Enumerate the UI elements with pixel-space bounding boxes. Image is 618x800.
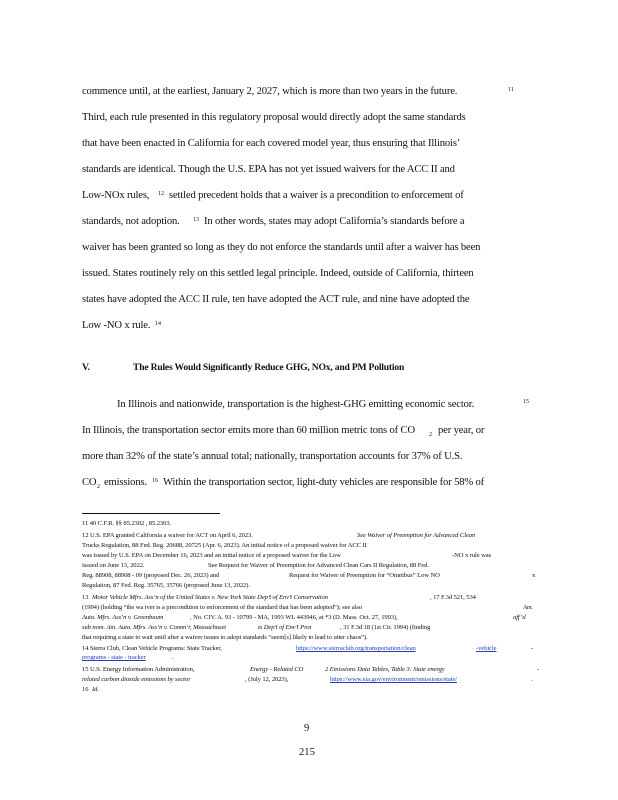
footnote-15-title: Energy - Related CO [250, 666, 304, 673]
footnote-ref-12: 12 [158, 191, 164, 197]
footnote-16-num: 16 [82, 686, 89, 693]
footnote-ref-14: 14 [155, 321, 161, 327]
footnote-separator [82, 513, 220, 514]
footnote-13-line-5: that requiring a state to wait until after a waiver issues to adopt standards “seem[s] likely to lead to utter chaos”). [82, 634, 368, 641]
footnote-13-cite-3: , 31 F.3d 18 (1st Cir. 1994) (finding [340, 624, 431, 631]
bates-number: 215 [299, 747, 315, 758]
body-line-4: standards are identical. Though the U.S. EPA has not yet issued waivers for the ACC II and [82, 164, 455, 175]
footnote-12-see: See Waiver of Preemption for Advanced Clean [357, 532, 476, 539]
footnote-15-title-3: related carbon dioxide emissions by sector [82, 676, 191, 683]
footnote-12-line-5-x: x [532, 572, 536, 579]
body-line-10: Low -NO x rule. [82, 320, 151, 331]
body-line-14a: CO [82, 477, 97, 488]
section-number: V. [82, 362, 90, 373]
footnote-15-end: . [531, 676, 533, 683]
body-line-12a: In Illinois, the transportation sector emits more than 60 million metric tons of CO [82, 425, 415, 436]
footnote-12-line-6: Regulation, 87 Fed. Reg. 35765, 35766 (proposed June 13, 2022). [82, 582, 250, 589]
footnote-14: 14 Sierra Club, Clean Vehicle Programs: State Tracker, [82, 645, 222, 652]
footnote-12-line-5-r: Request for Waiver of Preemption for “Omnibus” Low NO [289, 572, 440, 579]
footnote-ref-11: 11 [508, 87, 514, 93]
footnote-15-link[interactable]: https://www.eia.gov/environment/emissions/state/ [330, 676, 457, 683]
body-line-7: waiver has been granted so long as they do not enforce the standards until after a waiver has been [82, 242, 481, 253]
footnote-12-line-1: 12 U.S. EPA granted California a waiver for ACT on April 6, 2023. [82, 532, 253, 539]
footnote-14-dash: - [531, 645, 534, 652]
footnote-11: 11 40 C.F.R. §§ 85.2302 , 85.2303. [82, 520, 172, 527]
footnote-13-case-2: Auto. Mfrs. Ass’n v. Greenbaum [82, 614, 164, 621]
footnote-14-end: . [172, 654, 174, 661]
footnote-13-affd: aff’d [513, 614, 526, 621]
footnote-13-num: 13 [82, 594, 89, 601]
footnote-14-link-2[interactable]: -vehicle [476, 645, 497, 652]
footnote-12-line-2: Trucks Regulation, 88 Fed. Reg. 20688, 20725 (Apr. 6, 2023). An initial notice of a proposed waiver for ACC II [82, 542, 367, 549]
footnote-16: Id. [92, 686, 99, 693]
body-line-2: Third, each rule presented in this regulatory proposal would directly adopt the same standards [82, 112, 466, 123]
footnote-12-line-4-see: See Request for Waiver of Preemption for Advanced Clean Cars II Regulation, 88 Fed. [208, 562, 429, 569]
body-line-1: commence until, at the earliest, January 2, 2027, which is more than two years in the future. [82, 86, 458, 97]
body-line-6b: In other words, states may adopt California’s standards before a [204, 216, 465, 227]
footnote-14-link[interactable]: https://www.sierraclub.org/transportation/clean [296, 645, 416, 652]
body-line-11: In Illinois and nationwide, transportation is the highest-GHG emitting economic sector. [117, 399, 475, 410]
footnote-12-line-3: was issued by U.S. EPA on December 16, 2023 and an initial notice of a proposed waiver for the Low [82, 552, 341, 559]
footnote-13-case-3: sub nom. Am. Auto. Mfrs. Ass’n v. Comm’r, Massachuset [82, 624, 227, 631]
footnote-15-dash: - [537, 666, 540, 673]
footnote-12-line-4: issued on June 13, 2022. [82, 562, 145, 569]
footnote-ref-16: 16 [152, 478, 158, 484]
body-line-5b: settled precedent holds that a waiver is a precondition to enforcement of [169, 190, 464, 201]
footnote-13-case-3b: ts Dep’t of Env’t Prot [258, 624, 312, 631]
footnote-12-line-3-r: -NO x rule was [452, 552, 492, 559]
section-title: The Rules Would Significantly Reduce GHG, NOx, and PM Pollution [133, 362, 405, 373]
footnote-ref-15: 15 [523, 399, 529, 405]
footnote-15: 15 U.S. Energy Information Administration, [82, 666, 195, 673]
body-line-3: that have been enacted in California for each covered model year, thus ensuring that Illinois’ [82, 138, 461, 149]
subscript-2: 2 [429, 432, 432, 438]
footnote-14-link-3[interactable]: programs - state - tracker [82, 654, 146, 661]
footnote-13-cite-1: , 17 F.3d 521, 534 [430, 594, 476, 601]
subscript-2b: 2 [97, 484, 100, 490]
body-line-5a: Low-NOx rules, [82, 190, 150, 201]
footnote-15-title-2: 2 Emissions Data Tables, Table 3: State energy [325, 666, 445, 673]
footnote-13-cite-2: , No. CIV. A. 93 - 10799 - MA, 1993 WL 443946, at *3 (D. Mass. Oct. 27, 1993), [190, 614, 398, 621]
footnote-15-date: , (July 12, 2023), [245, 676, 289, 683]
footnote-13-line-2: (1994) (holding “the wa iver is a precondition to enforcement of the standard that has been adopted”); see also [82, 604, 363, 611]
footnote-13-line-2-r: Am. [523, 604, 534, 611]
body-line-14c: Within the transportation sector, light-duty vehicles are responsible for 58% of [163, 477, 485, 488]
body-line-8: issued. States routinely rely on this settled legal principle. Indeed, outside of California, thirteen [82, 268, 474, 279]
body-line-6a: standards, not adoption. [82, 216, 180, 227]
page-number: 9 [304, 723, 310, 734]
body-line-9: states have adopted the ACC II rule, ten have adopted the ACT rule, and nine have adopted the [82, 294, 470, 305]
footnote-12-line-5: Reg. 88908, 88908 - 09 (proposed Dec. 26, 2023) and [82, 572, 220, 579]
body-line-14b: emissions. [104, 477, 147, 488]
body-line-13: more than 32% of the state’s annual total; nationally, transportation accounts for 37% of U.S. [82, 451, 463, 462]
body-line-12b: per year, or [438, 425, 485, 436]
footnote-ref-13: 13 [193, 217, 199, 223]
footnote-13-case-1: Motor Vehicle Mfrs. Ass’n of the United States v. New York State Dep’t of Env’t Conservation [92, 594, 328, 601]
